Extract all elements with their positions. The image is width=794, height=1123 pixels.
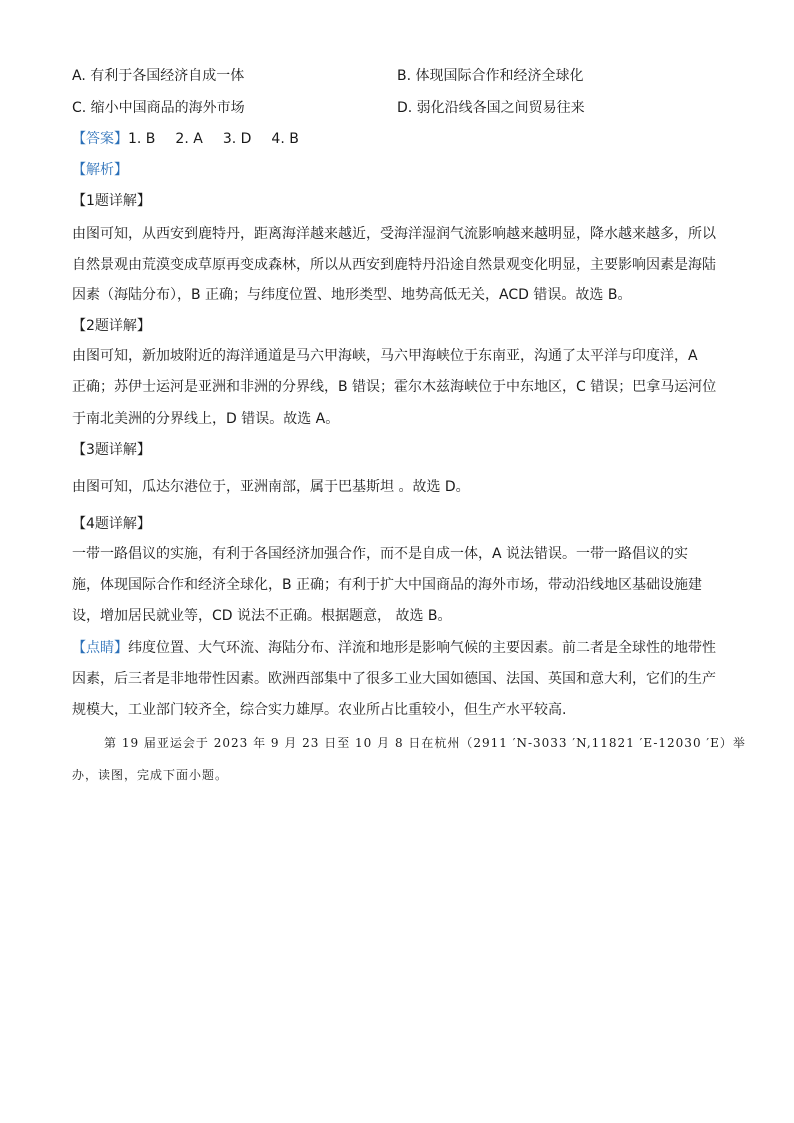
q4-line-1: 一带一路倡议的实施，有利于各国经济加强合作，而不是自成一体，A 说法错误。一带一路倡议的实 <box>72 546 689 562</box>
next-question-line-1: 第 19 届亚运会于 2023 年 9 月 23 日至 10 月 8 日在杭州（2911 ′N-3033 ′N,11821 ′E-12030 ′E）举 <box>104 736 746 750</box>
q2-line-1: 由图可知，新加坡附近的海洋通道是马六甲海峡，马六甲海峡位于东南亚，沟通了太平洋与印度洋，A <box>72 348 698 364</box>
tip-line-2: 因素，后三者是非地带性因素。欧洲西部集中了很多工业大国如德国、法国、英国和意大利，它们的生产 <box>72 671 716 687</box>
q1-line-1: 由图可知，从西安到鹿特丹，距离海洋越来越近，受海洋湿润气流影响越来越明显，降水越来越多，所以 <box>72 226 716 242</box>
next-question-line-2: 办，读图，完成下面小题。 <box>72 768 229 782</box>
option-a: A. 有利于各国经济自成一体 <box>72 68 245 84</box>
q4-title: 【4题详解】 <box>72 516 151 532</box>
q4-line-2: 施，体现国际合作和经济全球化，B 正确；有利于扩大中国商品的海外市场，带动沿线地区基础设施建 <box>72 577 703 593</box>
q1-title: 【1题详解】 <box>72 193 151 209</box>
q1-line-2: 自然景观由荒漠变成草原再变成森林，所以从西安到鹿特丹沿途自然景观变化明显，主要影响因素是海陆 <box>72 257 716 273</box>
option-c: C. 缩小中国商品的海外市场 <box>72 100 245 116</box>
tip-line-3: 规模大，工业部门较齐全，综合实力雄厚。农业所占比重较小，但生产水平较高. <box>72 702 567 718</box>
tip-line-1 <box>72 638 716 658</box>
answer-item-2: 2. A <box>175 131 203 147</box>
answer-label: 【答案】 <box>72 131 128 147</box>
tip-text-1: 纬度位置、大气环流、海陆分布、洋流和地形是影响气候的主要因素。前二者是全球性的地带性 <box>128 640 716 656</box>
analysis-label: 【解析】 <box>72 162 128 178</box>
q2-line-2: 正确；苏伊士运河是亚洲和非洲的分界线，B 错误；霍尔木兹海峡位于中东地区，C 错误；巴拿马运河位 <box>72 379 717 395</box>
answer-item-3: 3. D <box>222 131 252 147</box>
tip-label: 【点睛】 <box>72 640 128 656</box>
q2-title: 【2题详解】 <box>72 318 151 334</box>
answer-item-4: 4. B <box>271 131 299 147</box>
q2-line-3: 于南北美洲的分界线上，D 错误。故选 A。 <box>72 411 340 427</box>
option-d: D. 弱化沿线各国之间贸易往来 <box>397 100 585 116</box>
q4-line-3: 设，增加居民就业等，CD 说法不正确。根据题意， 故选 B。 <box>72 608 452 624</box>
option-b: B. 体现国际合作和经济全球化 <box>397 68 584 84</box>
q3-line-1: 由图可知，瓜达尔港位于，亚洲南部，属于巴基斯坦 。故选 D。 <box>72 479 470 495</box>
answer-item-1: 1. B <box>128 131 156 147</box>
q1-line-3: 因素（海陆分布），B 正确；与纬度位置、地形类型、地势高低无关，ACD 错误。故选 B。 <box>72 287 632 303</box>
q3-title: 【3题详解】 <box>72 442 151 458</box>
answer-line <box>72 129 319 149</box>
